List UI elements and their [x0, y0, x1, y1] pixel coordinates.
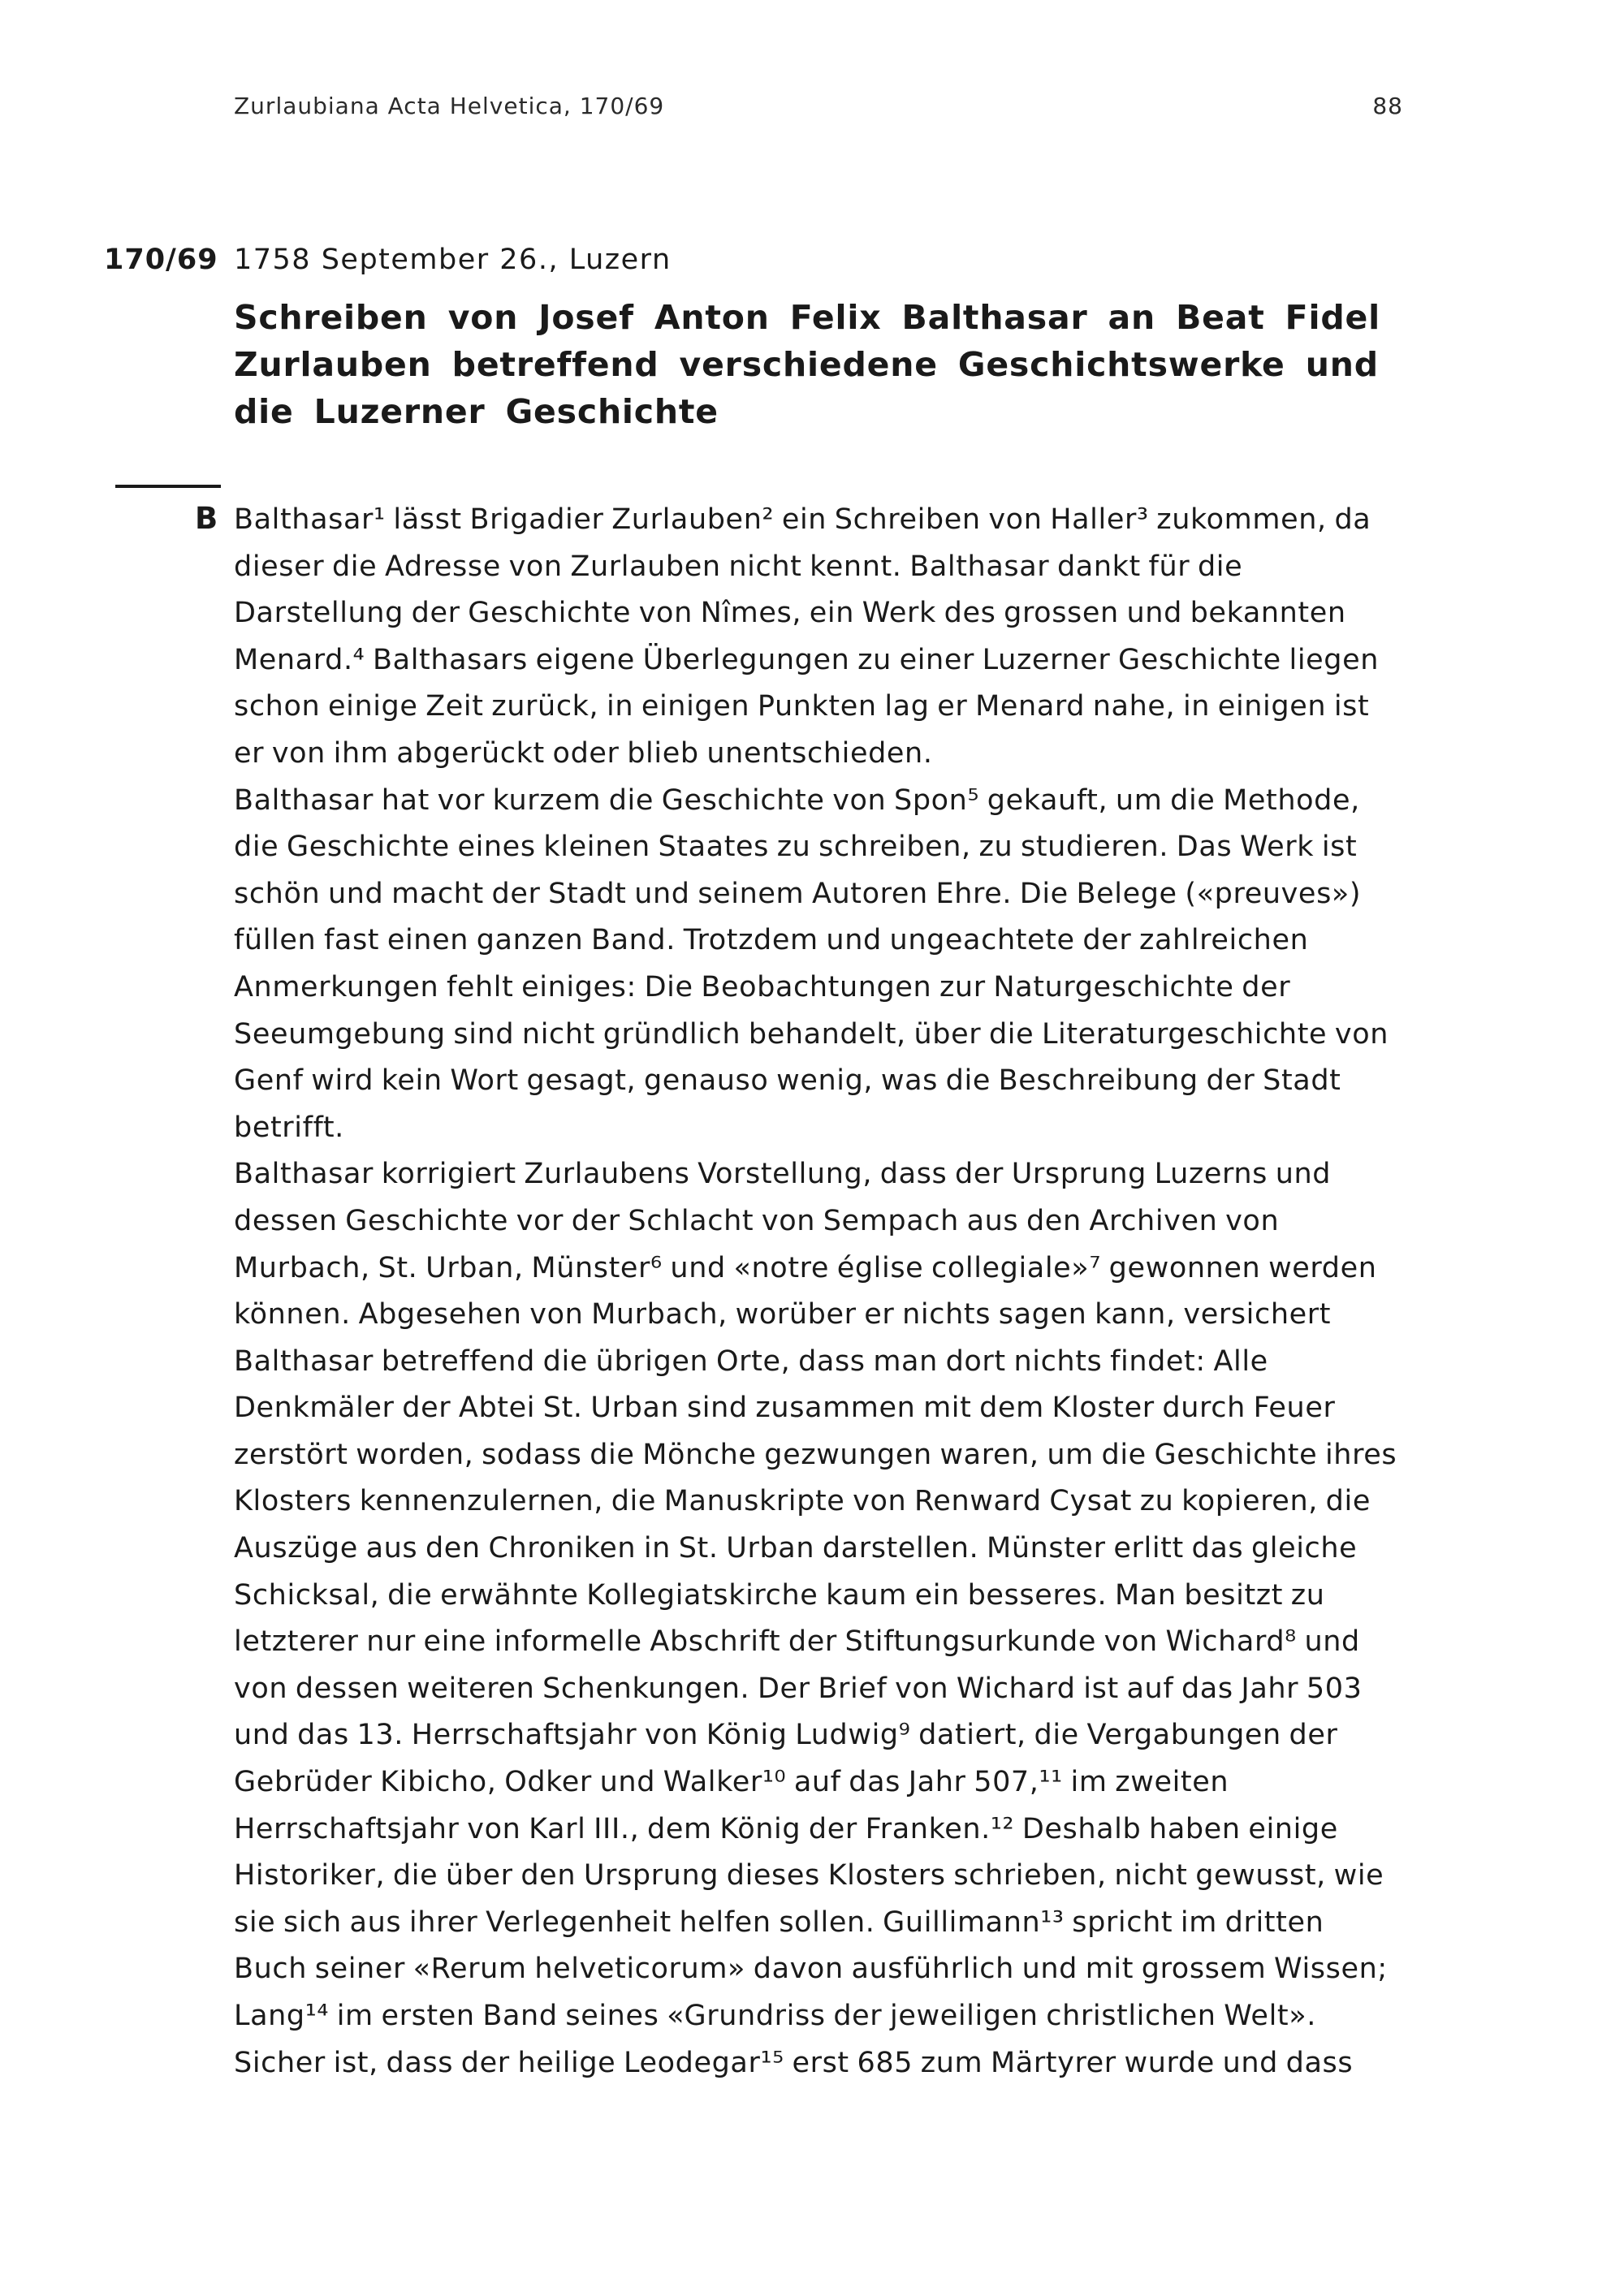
body-line: Klosters kennenzulernen, die Manuskripte von Renward Cysat zu kopieren, die — [234, 1485, 1371, 1518]
body-line: Menard.⁴ Balthasars eigene Überlegungen zu einer Luzerner Geschichte liegen — [234, 643, 1380, 676]
body-line: dessen Geschichte vor der Schlacht von Sempach aus den Archiven von — [234, 1204, 1280, 1237]
body-line: Balthasar betreffend die übrigen Orte, dass man dort nichts findet: Alle — [234, 1344, 1268, 1378]
body-line: schon einige Zeit zurück, in einigen Punkten lag er Menard nahe, in einigen ist — [234, 690, 1370, 723]
body-line: sie sich aus ihrer Verlegenheit helfen sollen. Guillimann¹³ spricht im dritten — [234, 1905, 1324, 1939]
body-line: Balthasar korrigiert Zurlaubens Vorstellung, dass der Ursprung Luzerns und — [234, 1158, 1332, 1191]
body-line: und das 13. Herrschaftsjahr von König Ludwig⁹ datiert, die Vergabungen der — [234, 1719, 1338, 1752]
body-line: betrifft. — [234, 1111, 344, 1144]
body-line: Buch seiner «Rerum helveticorum» davon ausführlich und mit grossem Wissen; — [234, 1953, 1388, 1986]
body-line: schön und macht der Stadt und seinem Autoren Ehre. Die Belege («preuves») — [234, 877, 1362, 910]
body-text — [234, 497, 1419, 2087]
body-line: Darstellung der Geschichte von Nîmes, ein Werk des grossen und bekannten — [234, 597, 1346, 630]
publication-title: Zurlaubiana Acta Helvetica, 170/69 — [234, 93, 665, 119]
body-line: Lang¹⁴ im ersten Band seines «Grundriss der jeweiligen christlichen Welt». — [234, 2000, 1316, 2032]
body-line: Murbach, St. Urban, Münster⁶ und «notre église collegiale»⁷ gewonnen werden — [234, 1251, 1377, 1284]
body-line: er von ihm abgerückt oder blieb unentschieden. — [234, 736, 933, 770]
body-line: füllen fast einen ganzen Band. Trotzdem und ungeachtete der zahlreichen — [234, 924, 1309, 957]
document-dateline: 1758 September 26., Luzern — [234, 244, 672, 276]
body-line: Balthasar hat vor kurzem die Geschichte von Spon⁵ gekauft, um die Methode, — [234, 783, 1360, 817]
body-line: Seeumgebung sind nicht gründlich behandelt, über die Literaturgeschichte von — [234, 1017, 1389, 1051]
section-marker: B — [195, 501, 218, 536]
body-line: dieser die Adresse von Zurlauben nicht kennt. Balthasar dankt für die — [234, 550, 1243, 583]
body-line: Historiker, die über den Ursprung dieses Klosters schrieben, nicht gewusst, wie — [234, 1859, 1384, 1892]
body-line: Gebrüder Kibicho, Odker und Walker¹⁰ auf das Jahr 507,¹¹ im zweiten — [234, 1766, 1229, 1799]
body-line: die Geschichte eines kleinen Staates zu schreiben, zu studieren. Das Werk ist — [234, 831, 1358, 864]
body-line: von dessen weiteren Schenkungen. Der Brief von Wichard ist auf das Jahr 503 — [234, 1672, 1363, 1705]
body-line: Genf wird kein Wort gesagt, genauso wenig, was die Beschreibung der Stadt — [234, 1064, 1341, 1098]
body-line: Denkmäler der Abtei St. Urban sind zusammen mit dem Kloster durch Feuer — [234, 1392, 1336, 1425]
document-title: Schreiben von Josef Anton Felix Balthasar an Beat Fidel Zurlauben betreffend verschiedene Geschichtswerke und die Luzerner Geschichte — [234, 298, 1380, 431]
body-line: Auszüge aus den Chroniken in St. Urban darstellen. Münster erlitt das gleiche — [234, 1532, 1358, 1565]
document-number: 170/69 — [104, 244, 218, 276]
body-line: zerstört worden, sodass die Mönche gezwungen waren, um die Geschichte ihres — [234, 1438, 1397, 1471]
body-line: Balthasar¹ lässt Brigadier Zurlauben² ein Schreiben von Haller³ zukommen, da — [234, 503, 1371, 536]
body-line: Anmerkungen fehlt einiges: Die Beobachtungen zur Naturgeschichte der — [234, 970, 1291, 1003]
body-line: Sicher ist, dass der heilige Leodegar¹⁵ erst 685 zum Märtyrer wurde und dass — [234, 2046, 1354, 2079]
body-line: Schicksal, die erwähnte Kollegiatskirche kaum ein besseres. Man besitzt zu — [234, 1578, 1325, 1612]
body-line: Herrschaftsjahr von Karl III., dem König der Franken.¹² Deshalb haben einige — [234, 1812, 1338, 1845]
section-rule — [115, 485, 221, 488]
running-header — [234, 93, 1403, 125]
body-line: letzterer nur eine informelle Abschrift der Stiftungsurkunde von Wichard⁸ und — [234, 1625, 1360, 1659]
body-line: können. Abgesehen von Murbach, worüber er nichts sagen kann, versichert — [234, 1298, 1332, 1331]
page-number: 88 — [1372, 93, 1403, 119]
